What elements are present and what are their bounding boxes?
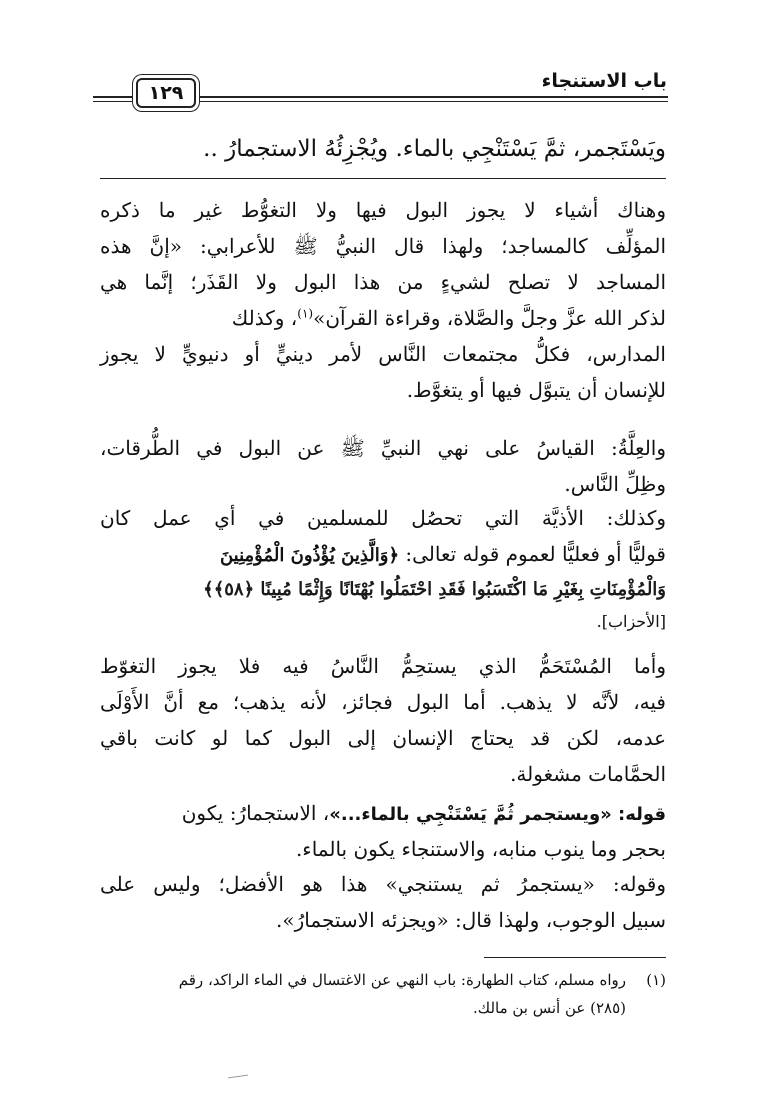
footnote-text: (٢٨٥) عن أنس بن مالك. [473,999,626,1017]
matn-separator [100,178,666,179]
text-line: وأما المُسْتَحَمُّ الذي يستحِمُّ النَّاسُ فيه فلا يجوز التغوّط [100,654,666,678]
text-line: المساجد لا تصلح لشيءٍ من هذا البول ولا القَذَر؛ إنَّما هي [100,270,666,294]
matn-text [100,128,666,170]
verse-source: [الأحزاب]. [596,612,666,631]
text-line-with-ref [100,300,666,336]
footnote-number: (١) [646,971,666,989]
paragraph-istijmar [100,795,666,867]
footnote-ref[interactable]: (١) [297,306,314,321]
text-line: بحجر وما ينوب منابه، والاستنجاء يكون بالماء. [295,837,666,861]
paragraph-bathhouse [100,648,666,792]
paragraph-reason [100,430,666,502]
matn-line: ويَسْتَجمر، ثمَّ يَسْتَنْجِي بالماء. ويُجْزِئُهُ الاستجمارُ .. [203,136,666,162]
text-line: وقوله: «يستجمرُ ثم يستنجي» هذا هو الأفضل؛ وليس على [100,872,666,896]
paragraph-mosques [100,192,666,408]
text-line: والعِلَّةُ: القياسُ على نهي النبيِّ ﷺ عن البول في الطُّرقات، [100,436,666,460]
text-segment: ، الاستجمارُ: يكون [181,801,330,825]
text-line: المدارس، فكلُّ مجتمعات النَّاس لأمر دينيٍّ أو دنيويٍّ لا يجوز [100,342,666,366]
footnote-text: رواه مسلم، كتاب الطهارة: باب النهي عن الاغتسال في الماء الراكد، رقم [178,971,626,989]
text-line: المؤلِّف كالمساجد؛ ولهذا قال النبيُّ ﷺ للأعرابي: «إنَّ هذه [100,234,666,258]
footnote-separator [484,957,666,958]
quran-verse-start: ﴿وَالَّذِينَ يُؤْذُونَ الْمُؤْمِنِينَ [219,545,400,566]
chapter-title: باب الاستنجاء [541,70,667,92]
paragraph-preference [100,866,666,938]
quran-verse-line: وَالْمُؤْمِنَاتِ بِغَيْرِ مَا اكْتَسَبُوا فَقَدِ احْتَمَلُوا بُهْتَانًا وَإِثْمًا مُبِينًا ﴿٥٨﴾﴾ [203,579,666,600]
page-number: ١٢٩ [136,78,196,108]
text-line-with-verse [100,536,666,572]
matn-quote: قوله: «ويستجمر ثُمَّ يَسْتَنْجِي بالماء...» [329,804,666,825]
text-line-with-lead [100,795,666,831]
text-line: عدمه، لكن قد يحتاج الإنسان إلى البول كما لو كانت باقي [100,726,666,750]
text-segment: ، وكذلك [231,306,298,330]
text-line: وظِلِّ النَّاس. [564,472,666,496]
text-line: سبيل الوجوب، ولهذا قال: «ويجزئه الاستجمارُ». [276,908,666,932]
text-segment: لذكر الله عزَّ وجلَّ والصَّلاة، وقراءة القرآن» [313,306,666,330]
text-line: فيه، لأنَّه لا يذهب. أما البول فجائز، لأنه يذهب؛ مع أنَّ الأَوْلَى [100,690,666,714]
text-line: وكذلك: الأذيَّة التي تحصُل للمسلمين في أي عمل كان [100,506,666,530]
scan-mark [228,1075,248,1079]
footnote-line [100,966,666,994]
text-segment: قوليًّا أو فعليًّا لعموم قوله تعالى: [405,542,666,566]
text-line: الحمَّامات مشغولة. [510,762,666,786]
text-line: وهناك أشياء لا يجوز البول فيها ولا التغوُّط غير ما ذكره [100,198,666,222]
footnote-line [100,994,666,1022]
text-line: للإنسان أن يتبوَّل فيها أو يتغوَّط. [406,378,666,402]
paragraph-harm [100,500,666,636]
footnote [100,966,666,1022]
